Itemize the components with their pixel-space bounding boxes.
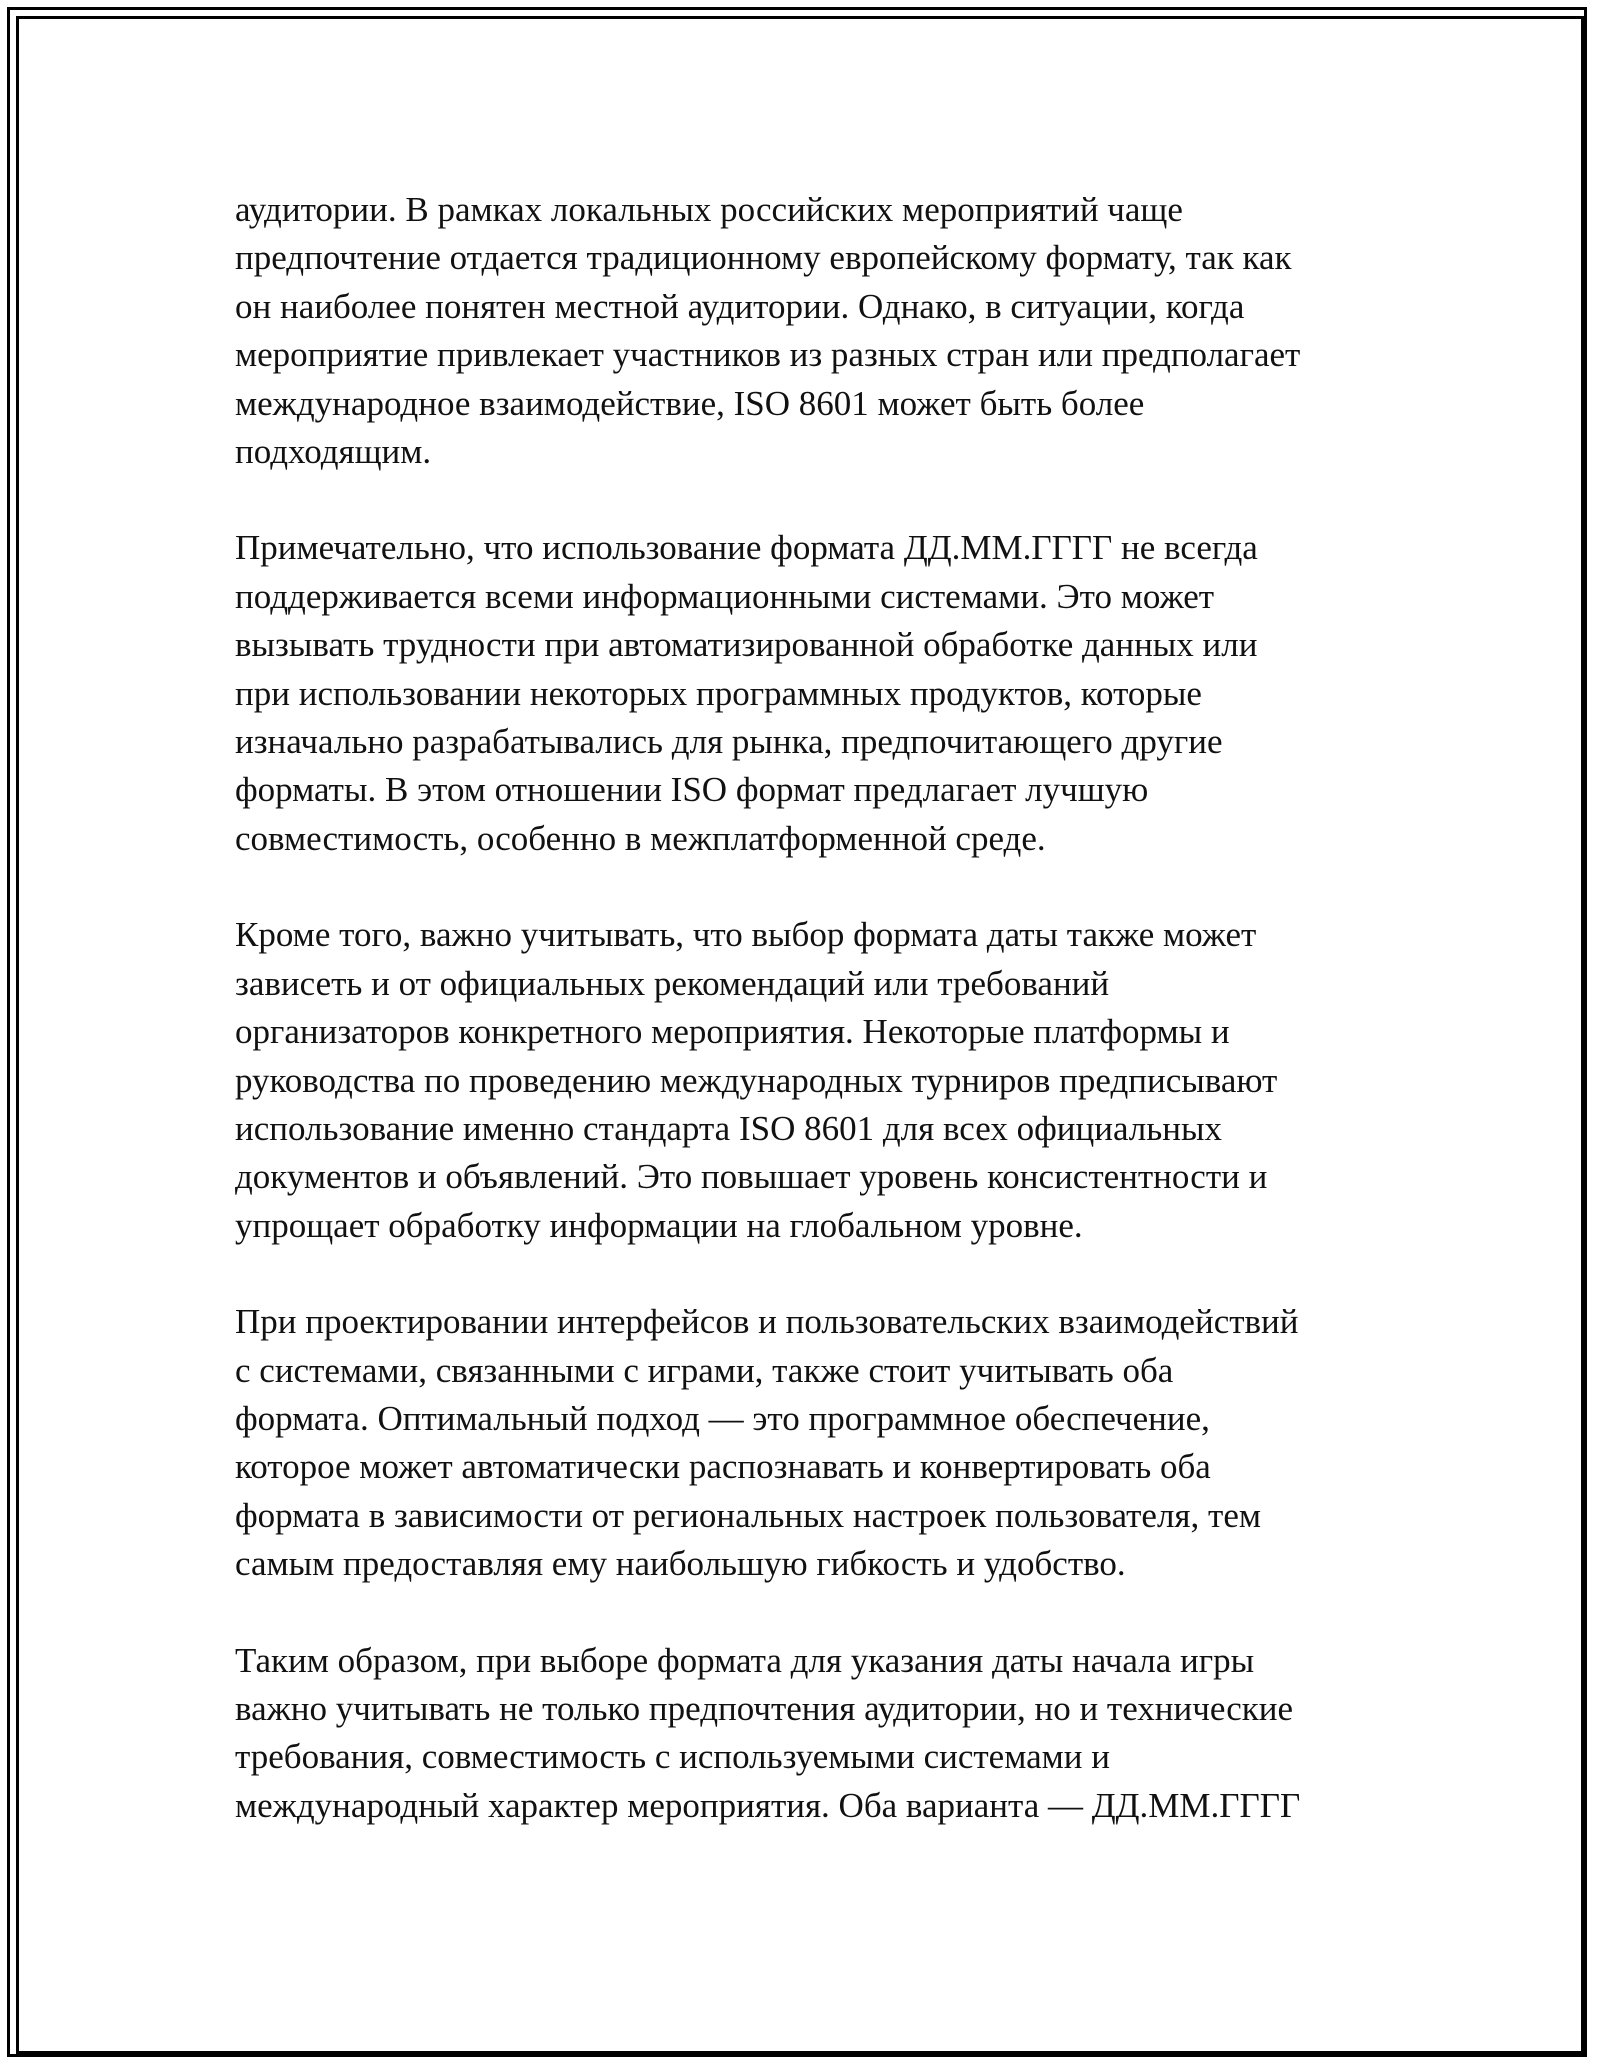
paragraph-system-support (235, 524, 1395, 863)
text-line: Таким образом, при выборе формата для указания даты начала игры (235, 1640, 1255, 1680)
text-line: подходящим. (235, 432, 432, 472)
text-line: совместимость, особенно в межплатформенной среде. (235, 818, 1046, 858)
text-line: он наиболее понятен местной аудитории. Однако, в ситуации, когда (235, 286, 1245, 326)
text-line: с системами, связанными с играми, также стоит учитывать оба (235, 1350, 1174, 1390)
paragraph-audience-locale (235, 186, 1395, 476)
text-line: поддерживается всеми информационными системами. Это может (235, 576, 1215, 616)
text-line: руководства по проведению международных турниров предписывают (235, 1060, 1278, 1100)
paragraph-interface-design (235, 1298, 1395, 1588)
text-line: упрощает обработку информации на глобальном уровне. (235, 1205, 1083, 1245)
text-line: международное взаимодействие, ISO 8601 может быть более (235, 383, 1145, 423)
paragraph-official-requirements (235, 911, 1395, 1250)
text-line: организаторов конкретного мероприятия. Некоторые платформы и (235, 1012, 1230, 1052)
text-line: зависеть и от официальных рекомендаций или требований (235, 963, 1110, 1003)
paragraph-conclusion (235, 1637, 1395, 1831)
text-line: при использовании некоторых программных продуктов, которые (235, 673, 1202, 713)
text-line: международный характер мероприятия. Оба варианта — ДД.ММ.ГГГГ (235, 1785, 1301, 1825)
text-line: Примечательно, что использование формата ДД.ММ.ГГГГ не всегда (235, 528, 1258, 568)
text-line: формата. Оптимальный подход — это программное обеспечение, (235, 1398, 1210, 1438)
text-line: аудитории. В рамках локальных российских мероприятий чаще (235, 190, 1183, 229)
document-body (235, 186, 1395, 1878)
text-line: При проектировании интерфейсов и пользовательских взаимодействий (235, 1302, 1299, 1342)
text-line: использование именно стандарта ISO 8601 для всех официальных (235, 1108, 1222, 1148)
text-line: мероприятие привлекает участников из разных стран или предполагает (235, 335, 1301, 375)
text-line: важно учитывать не только предпочтения аудитории, но и технические (235, 1688, 1294, 1728)
text-line: изначально разрабатывались для рынка, предпочитающего другие (235, 722, 1223, 762)
text-line: Кроме того, важно учитывать, что выбор формата даты также может (235, 915, 1257, 955)
text-line: которое может автоматически распознавать и конвертировать оба (235, 1447, 1211, 1487)
text-line: документов и объявлений. Это повышает уровень консистентности и (235, 1157, 1268, 1197)
text-line: предпочтение отдается традиционному европейскому формату, так как (235, 238, 1292, 278)
text-line: самым предоставляя ему наибольшую гибкость и удобство. (235, 1544, 1126, 1584)
text-line: требования, совместимость с используемыми системами и (235, 1737, 1110, 1777)
text-line: вызывать трудности при автоматизированной обработке данных или (235, 625, 1258, 665)
text-line: форматы. В этом отношении ISO формат предлагает лучшую (235, 770, 1149, 810)
text-line: формата в зависимости от региональных настроек пользователя, тем (235, 1495, 1262, 1535)
